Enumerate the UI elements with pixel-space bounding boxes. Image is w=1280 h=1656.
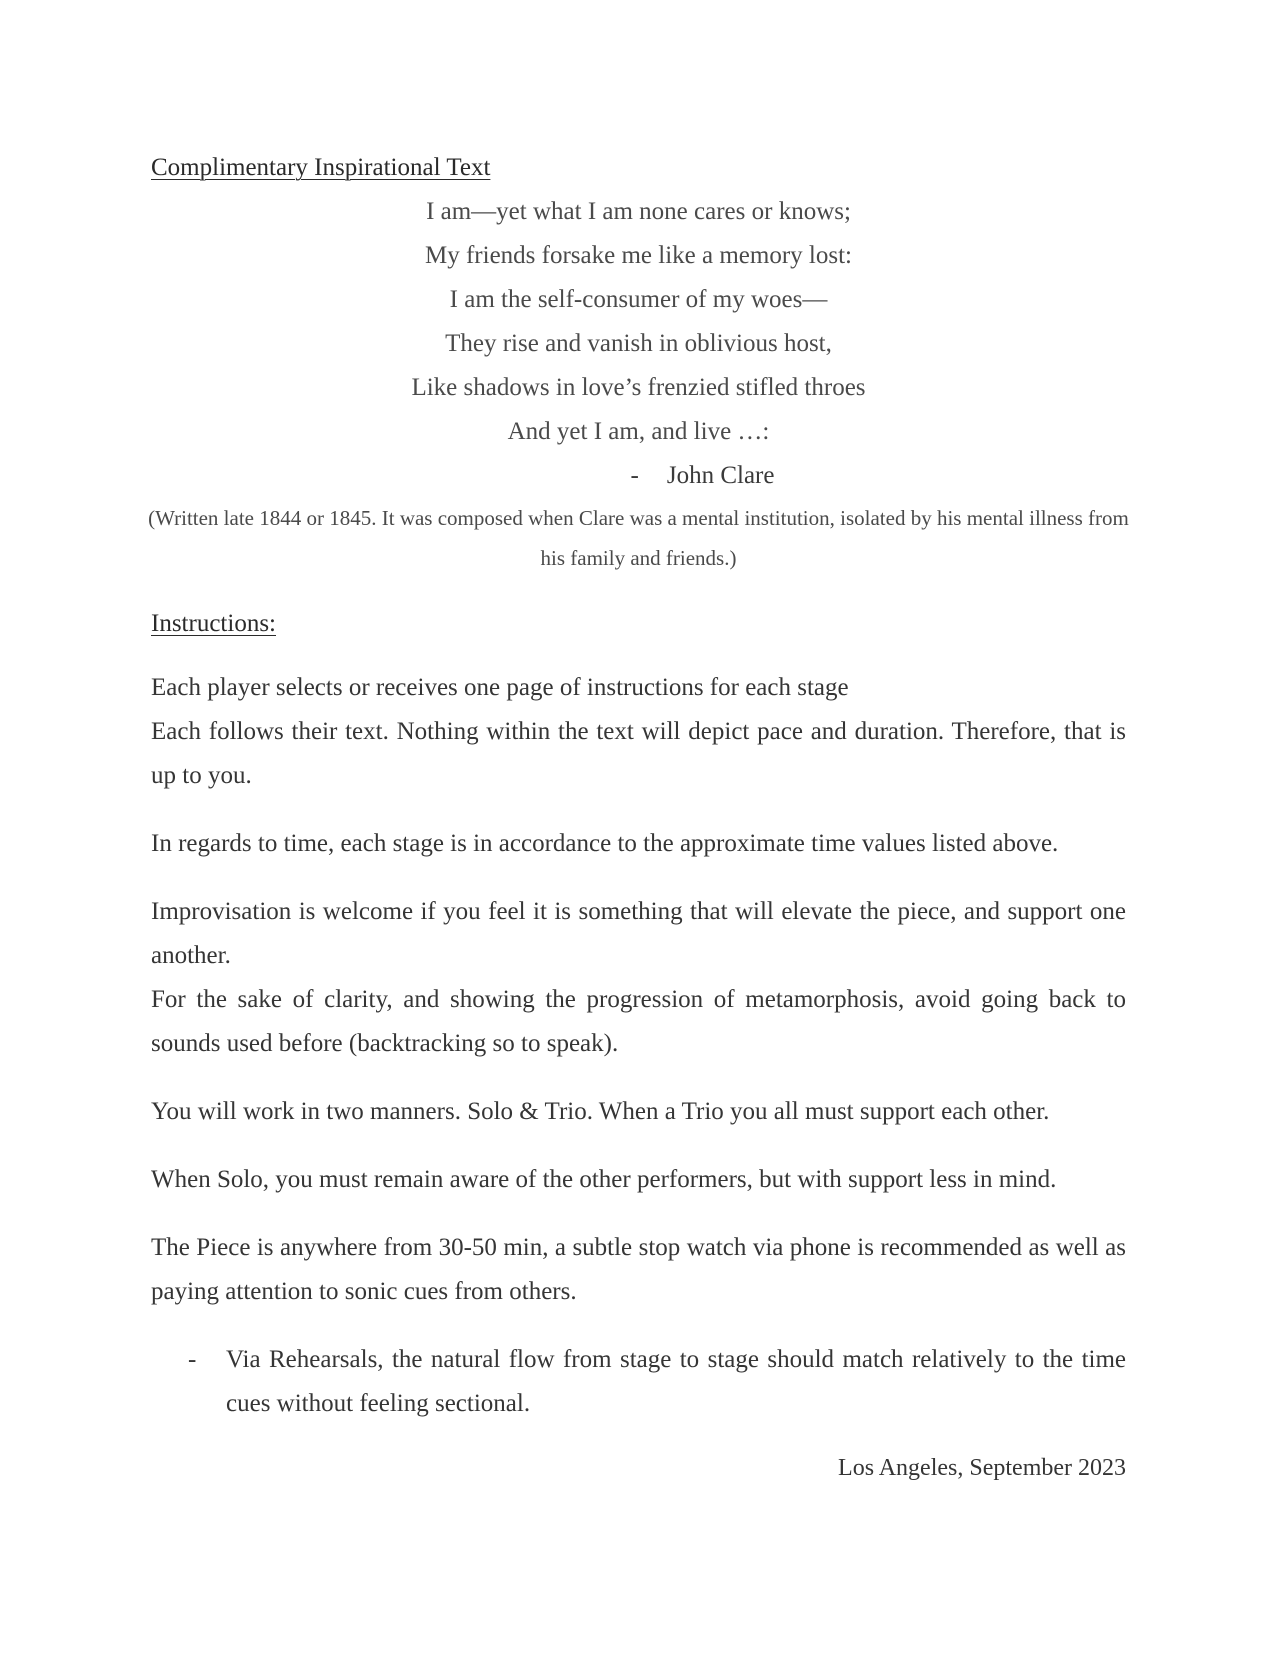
poem-line: I am—yet what I am none cares or knows;	[426, 198, 851, 225]
document-page	[148, 150, 1129, 1512]
instruction-paragraph: When Solo, you must remain aware of the other performers, but with support less in mind.	[151, 1166, 1057, 1193]
poem-line: Like shadows in love’s frenzied stifled throes	[411, 374, 866, 401]
instruction-paragraph: Each follows their text. Nothing within the text will depict pace and duration. Therefore, that is up to you.	[151, 718, 1126, 789]
attribution-author: John Clare	[666, 462, 775, 489]
list-item	[151, 1338, 1126, 1426]
instruction-paragraph: The Piece is anywhere from 30-50 min, a subtle stop watch via phone is recommended as well as paying attention to sonic cues from others.	[151, 1234, 1126, 1305]
instruction-paragraph: Each player selects or receives one page of instructions for each stage	[151, 674, 849, 701]
instruction-paragraph: In regards to time, each stage is in accordance to the approximate time values listed above.	[151, 830, 1059, 857]
instruction-paragraph: For the sake of clarity, and showing the progression of metamorphosis, avoid going back to sounds used before (backtracking so to speak).	[151, 986, 1126, 1057]
attribution-dash: -	[630, 462, 639, 489]
bullet-dash: -	[188, 1346, 197, 1373]
poem-line: They rise and vanish in oblivious host,	[445, 330, 832, 357]
instruction-paragraph: You will work in two manners. Solo & Trio. When a Trio you all must support each other.	[151, 1098, 1050, 1125]
bullet-text: Via Rehearsals, the natural flow from stage to stage should match relatively to the time cues without feeling sectional.	[226, 1346, 1126, 1417]
poem-note: (Written late 1844 or 1845. It was composed when Clare was a mental institution, isolated by his mental illness from his family and friends.)	[148, 506, 1129, 570]
poem-line: I am the self-consumer of my woes—	[449, 286, 828, 313]
inspiration-heading: Complimentary Inspirational Text	[151, 154, 491, 181]
poem	[151, 190, 1126, 454]
poem-attribution	[151, 454, 1126, 498]
poem-line: And yet I am, and live …:	[507, 418, 770, 445]
instruction-paragraph: Improvisation is welcome if you feel it is something that will elevate the piece, and support one another.	[151, 898, 1126, 969]
poem-line: My friends forsake me like a memory lost:	[425, 242, 852, 269]
signature-place-date: Los Angeles, September 2023	[838, 1455, 1126, 1481]
instructions-heading: Instructions:	[151, 610, 276, 637]
